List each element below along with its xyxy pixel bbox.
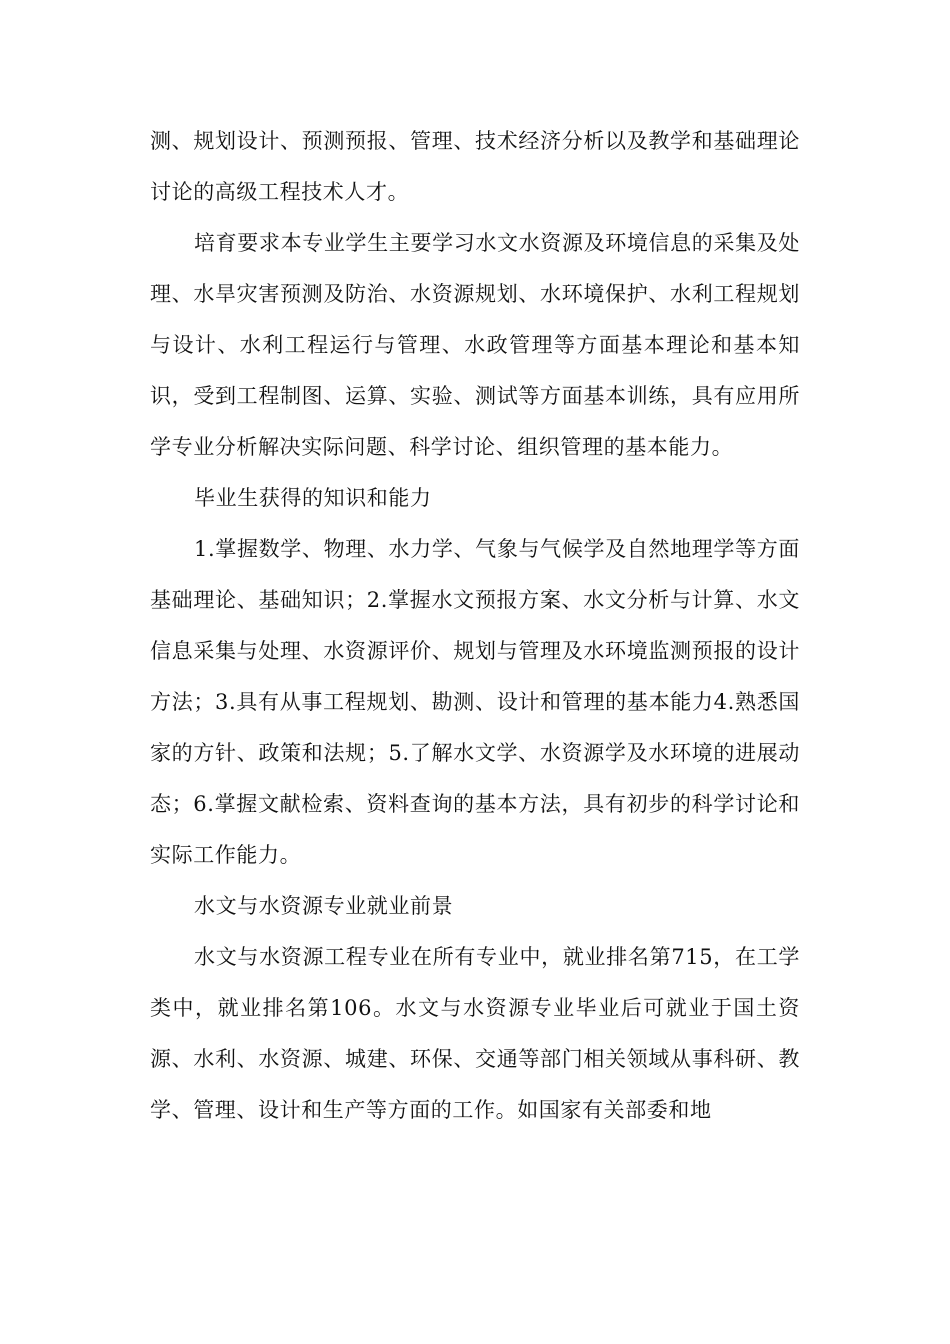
- paragraph-1: 测、规划设计、预测预报、管理、技术经济分析以及教学和基础理论讨论的高级工程技术人才。: [150, 129, 800, 204]
- paragraph-2: 培育要求本专业学生主要学习水文水资源及环境信息的采集及处理、水旱灾害预测及防治、水资源规划、水环境保护、水利工程规划与设计、水利工程运行与管理、水政管理等方面基本理论和基本知识，受到工程制图、运算、实验、测试等方面基本训练，具有应用所学专业分析解决实际问题、科学讨论、组织管理的基本能力。: [150, 231, 800, 459]
- paragraph-3: 1.掌握数学、物理、水力学、气象与气候学及自然地理学等方面基础理论、基础知识；2.掌握水文预报方案、水文分析与计算、水文信息采集与处理、水资源评价、规划与管理及水环境监测预报的设计方法；3.具有从事工程规划、勘测、设计和管理的基本能力4.熟悉国家的方针、政策和法规；5.了解水文学、水资源学及水环境的进展动态；6.掌握文献检索、资料查询的基本方法，具有初步的科学讨论和实际工作能力。: [150, 537, 800, 867]
- document-page: [150, 116, 800, 1136]
- section-heading-employment: 水文与水资源专业就业前景: [194, 894, 454, 918]
- paragraph-4: 水文与水资源工程专业在所有专业中，就业排名第715，在工学类中，就业排名第106。水文与水资源专业毕业后可就业于国土资源、水利、水资源、城建、环保、交通等部门相关领域从事科研、教学、管理、设计和生产等方面的工作。如国家有关部委和地: [150, 945, 800, 1122]
- section-heading-knowledge: 毕业生获得的知识和能力: [194, 486, 432, 510]
